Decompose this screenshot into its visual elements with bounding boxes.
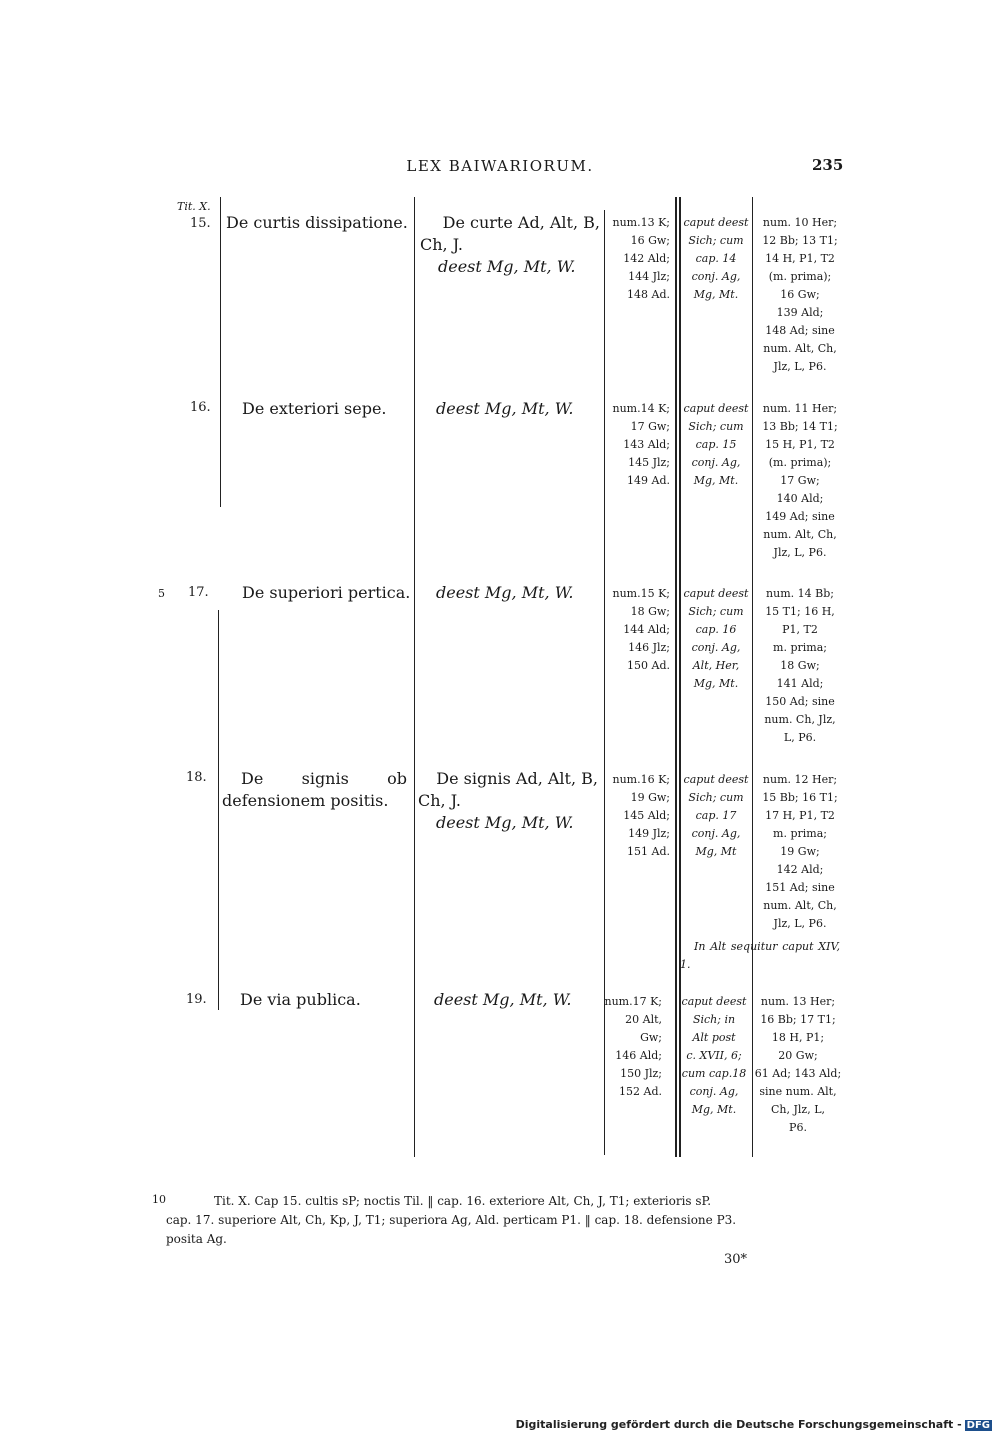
note-line: Sich; cum bbox=[688, 234, 744, 247]
numbering-line: 14 H, P1, T2 bbox=[765, 252, 835, 265]
source-line: 16 Gw; bbox=[630, 234, 670, 247]
note-line: Mg, Mt bbox=[695, 845, 737, 858]
column-rule-2 bbox=[414, 197, 415, 1157]
numbering-line: Ch, Jlz, L, bbox=[770, 1103, 825, 1116]
numbering-line: Jlz, L, P6. bbox=[773, 360, 827, 373]
row-18-variant-line: De signis Ad, Alt, B, bbox=[436, 769, 598, 788]
source-line: 152 Ad. bbox=[619, 1085, 662, 1098]
numbering-line: P6. bbox=[789, 1121, 807, 1134]
numbering-line: num. 14 Bb; bbox=[766, 587, 834, 600]
footnote-line: posita Ag. bbox=[166, 1232, 227, 1246]
numbering-line: sine num. Alt, bbox=[759, 1085, 837, 1098]
footnote-line: Tit. X. Cap 15. cultis sP; noctis Til. ‖ cap. 16. exteriore Alt, Ch, J, T1; exterioris sP. bbox=[214, 1194, 712, 1208]
source-line: 146 Ald; bbox=[615, 1049, 662, 1062]
source-line: 150 Ad. bbox=[627, 659, 670, 672]
note-line: Mg, Mt. bbox=[691, 1103, 737, 1116]
row-18-title: De signis ob defensionem positis. bbox=[222, 769, 407, 810]
column-rule-1b bbox=[218, 610, 219, 1010]
row-16-notes bbox=[683, 400, 749, 490]
note-line: conj. Ag, bbox=[691, 641, 741, 654]
row-15-variant-line: deest Mg, Mt, W. bbox=[438, 257, 576, 276]
note-line: Sich; cum bbox=[688, 791, 744, 804]
note-line: Mg, Mt. bbox=[693, 288, 739, 301]
numbering-line: P1, T2 bbox=[782, 623, 818, 636]
row-16-numbering bbox=[755, 400, 845, 562]
row-16-title: De exteriori sepe. bbox=[242, 399, 387, 418]
numbering-line: Jlz, L, P6. bbox=[773, 917, 827, 930]
numbering-line: L, P6. bbox=[783, 731, 817, 744]
row-15-variant-line: Ch, J. bbox=[420, 235, 463, 254]
note-line: Alt, Her, bbox=[692, 659, 740, 672]
numbering-line: 15 T1; 16 H, bbox=[765, 605, 835, 618]
numbering-line: 19 Gw; bbox=[780, 845, 820, 858]
note-line: Sich; cum bbox=[688, 420, 744, 433]
source-line: 142 Ald; bbox=[623, 252, 670, 265]
source-line: 143 Ald; bbox=[623, 438, 670, 451]
source-line: 148 Ad. bbox=[627, 288, 670, 301]
source-line: num.16 K; bbox=[612, 773, 670, 786]
row-16-number: 16. bbox=[190, 400, 211, 415]
numbering-line: Jlz, L, P6. bbox=[773, 546, 827, 559]
row-15-sources bbox=[608, 214, 670, 304]
row-17-title: De superiori pertica. bbox=[242, 583, 411, 602]
footnotes bbox=[166, 1192, 841, 1249]
numbering-line: 15 H, P1, T2 bbox=[765, 438, 835, 451]
numbering-line: 16 Bb; 17 T1; bbox=[760, 1013, 836, 1026]
numbering-line: m. prima; bbox=[773, 827, 827, 840]
row-18-number: 18. bbox=[186, 770, 207, 785]
numbering-line: 150 Ad; sine bbox=[765, 695, 835, 708]
row-16-sources bbox=[608, 400, 670, 490]
source-line: 145 Jlz; bbox=[628, 456, 670, 469]
numbering-line: num. 12 Her; bbox=[762, 773, 838, 786]
numbering-line: num. Alt, Ch, bbox=[763, 342, 837, 355]
source-line: 149 Jlz; bbox=[628, 827, 670, 840]
row-17-notes bbox=[683, 585, 749, 693]
numbering-line: 20 Gw; bbox=[778, 1049, 818, 1062]
numbering-line: 13 Bb; 14 T1; bbox=[762, 420, 838, 433]
source-line: 145 Ald; bbox=[623, 809, 670, 822]
note-line: c. XVII, 6; bbox=[686, 1049, 742, 1062]
column-rule-1 bbox=[220, 197, 221, 507]
note-line: caput deest bbox=[683, 587, 749, 600]
source-line: num.14 K; bbox=[612, 402, 670, 415]
row-15-notes bbox=[683, 214, 749, 304]
source-line: 149 Ad. bbox=[627, 474, 670, 487]
source-line: 150 Jlz; bbox=[620, 1067, 662, 1080]
numbering-line: 140 Ald; bbox=[776, 492, 824, 505]
numbering-line: 139 Ald; bbox=[776, 306, 824, 319]
numbering-line: 12 Bb; 13 T1; bbox=[762, 234, 838, 247]
numbering-line: num. Alt, Ch, bbox=[763, 528, 837, 541]
row-17-number: 17. bbox=[188, 585, 209, 600]
numbering-line: 18 H, P1; bbox=[771, 1031, 825, 1044]
note-line: Sich; cum bbox=[688, 605, 744, 618]
source-line: 20 Alt, bbox=[625, 1013, 662, 1026]
numbering-line: 151 Ad; sine bbox=[765, 881, 835, 894]
note-line: Alt post bbox=[692, 1031, 736, 1044]
row-19-number: 19. bbox=[186, 992, 207, 1007]
row-15-variants bbox=[420, 212, 600, 278]
footer-text: Digitalisierung gefördert durch die Deutsche Forschungsgemeinschaft - bbox=[515, 1418, 962, 1431]
note-line: Mg, Mt. bbox=[693, 474, 739, 487]
numbering-line: 18 Gw; bbox=[780, 659, 820, 672]
page-number: 235 bbox=[812, 156, 844, 174]
note-line: cap. 16 bbox=[695, 623, 737, 636]
source-line: num.13 K; bbox=[612, 216, 670, 229]
note-line: caput deest bbox=[681, 995, 747, 1008]
note-line: cap. 15 bbox=[695, 438, 737, 451]
footnote-margin-number: 10 bbox=[152, 1193, 166, 1206]
note-line: caput deest bbox=[683, 402, 749, 415]
running-title: LEX BAIWARIORUM. bbox=[406, 157, 594, 175]
column-rule-4a bbox=[675, 197, 677, 1157]
note-line: conj. Ag, bbox=[691, 270, 741, 283]
title-marker: Tit. X. bbox=[177, 200, 211, 213]
row-17-sources bbox=[608, 585, 670, 675]
numbering-line: num. 10 Her; bbox=[762, 216, 838, 229]
source-line: Gw; bbox=[640, 1031, 662, 1044]
row-15-numbering bbox=[755, 214, 845, 376]
numbering-line: 16 Gw; bbox=[780, 288, 820, 301]
numbering-line: 148 Ad; sine bbox=[765, 324, 835, 337]
row-18-notes bbox=[683, 771, 749, 861]
row-17-margin-number: 5 bbox=[158, 587, 165, 600]
row-16-variants: deest Mg, Mt, W. bbox=[436, 399, 574, 418]
note-line: caput deest bbox=[683, 773, 749, 786]
row-18-variant-line: Ch, J. bbox=[418, 791, 461, 810]
note-line: conj. Ag, bbox=[691, 827, 741, 840]
note-line: caput deest bbox=[683, 216, 749, 229]
numbering-line: (m. prima); bbox=[768, 456, 832, 469]
numbering-line: 15 Bb; 16 T1; bbox=[762, 791, 838, 804]
row-17-numbering bbox=[755, 585, 845, 747]
numbering-line: num. Ch, Jlz, bbox=[764, 713, 836, 726]
numbering-line: 149 Ad; sine bbox=[765, 510, 835, 523]
source-line: 146 Jlz; bbox=[628, 641, 670, 654]
row-19-notes bbox=[681, 993, 747, 1119]
row-15-number: 15. bbox=[190, 216, 211, 231]
numbering-line: num. 11 Her; bbox=[762, 402, 838, 415]
dfg-logo: DFG bbox=[966, 1420, 990, 1431]
note-line: cap. 17 bbox=[695, 809, 737, 822]
row-18-extra-note: In Alt sequitur caput XIV, 1. bbox=[680, 940, 840, 971]
numbering-line: 17 Gw; bbox=[780, 474, 820, 487]
row-15-title: De curtis dissipatione. bbox=[226, 213, 408, 232]
printer-signature: 30* bbox=[724, 1252, 748, 1267]
row-15-variant-line: De curte Ad, Alt, B, bbox=[442, 213, 600, 232]
row-17-variants: deest Mg, Mt, W. bbox=[436, 583, 574, 602]
numbering-line: 17 H, P1, T2 bbox=[765, 809, 835, 822]
row-19-title: De via publica. bbox=[240, 990, 361, 1009]
numbering-line: 142 Ald; bbox=[776, 863, 824, 876]
numbering-line: num. Alt, Ch, bbox=[763, 899, 837, 912]
note-line: cum cap.18 bbox=[681, 1067, 747, 1080]
row-18-variant-line: deest Mg, Mt, W. bbox=[436, 813, 574, 832]
source-line: 17 Gw; bbox=[630, 420, 670, 433]
note-line: conj. Ag, bbox=[689, 1085, 739, 1098]
numbering-line: num. 13 Her; bbox=[760, 995, 836, 1008]
source-line: 144 Jlz; bbox=[628, 270, 670, 283]
note-line: Sich; in bbox=[692, 1013, 736, 1026]
numbering-line: 141 Ald; bbox=[776, 677, 824, 690]
row-18-variants bbox=[418, 768, 598, 834]
numbering-line: m. prima; bbox=[773, 641, 827, 654]
row-18-sources bbox=[608, 771, 670, 861]
source-line: 144 Ald; bbox=[623, 623, 670, 636]
footnote-line: cap. 17. superiore Alt, Ch, Kp, J, T1; superiora Ag, Ald. perticam P1. ‖ cap. 18. defensione P3. bbox=[166, 1213, 737, 1227]
source-line: num.17 K; bbox=[604, 995, 662, 1008]
source-line: 18 Gw; bbox=[630, 605, 670, 618]
numbering-line: 61 Ad; 143 Ald; bbox=[754, 1067, 842, 1080]
source-line: 151 Ad. bbox=[627, 845, 670, 858]
note-line: Mg, Mt. bbox=[693, 677, 739, 690]
digitization-footer bbox=[516, 1418, 992, 1431]
source-line: num.15 K; bbox=[612, 587, 670, 600]
source-line: 19 Gw; bbox=[630, 791, 670, 804]
row-18-numbering bbox=[755, 771, 845, 933]
numbering-line: (m. prima); bbox=[768, 270, 832, 283]
row-19-sources bbox=[600, 993, 662, 1101]
note-line: conj. Ag, bbox=[691, 456, 741, 469]
row-19-numbering bbox=[753, 993, 843, 1137]
row-19-variants: deest Mg, Mt, W. bbox=[434, 990, 572, 1009]
note-line: cap. 14 bbox=[695, 252, 737, 265]
